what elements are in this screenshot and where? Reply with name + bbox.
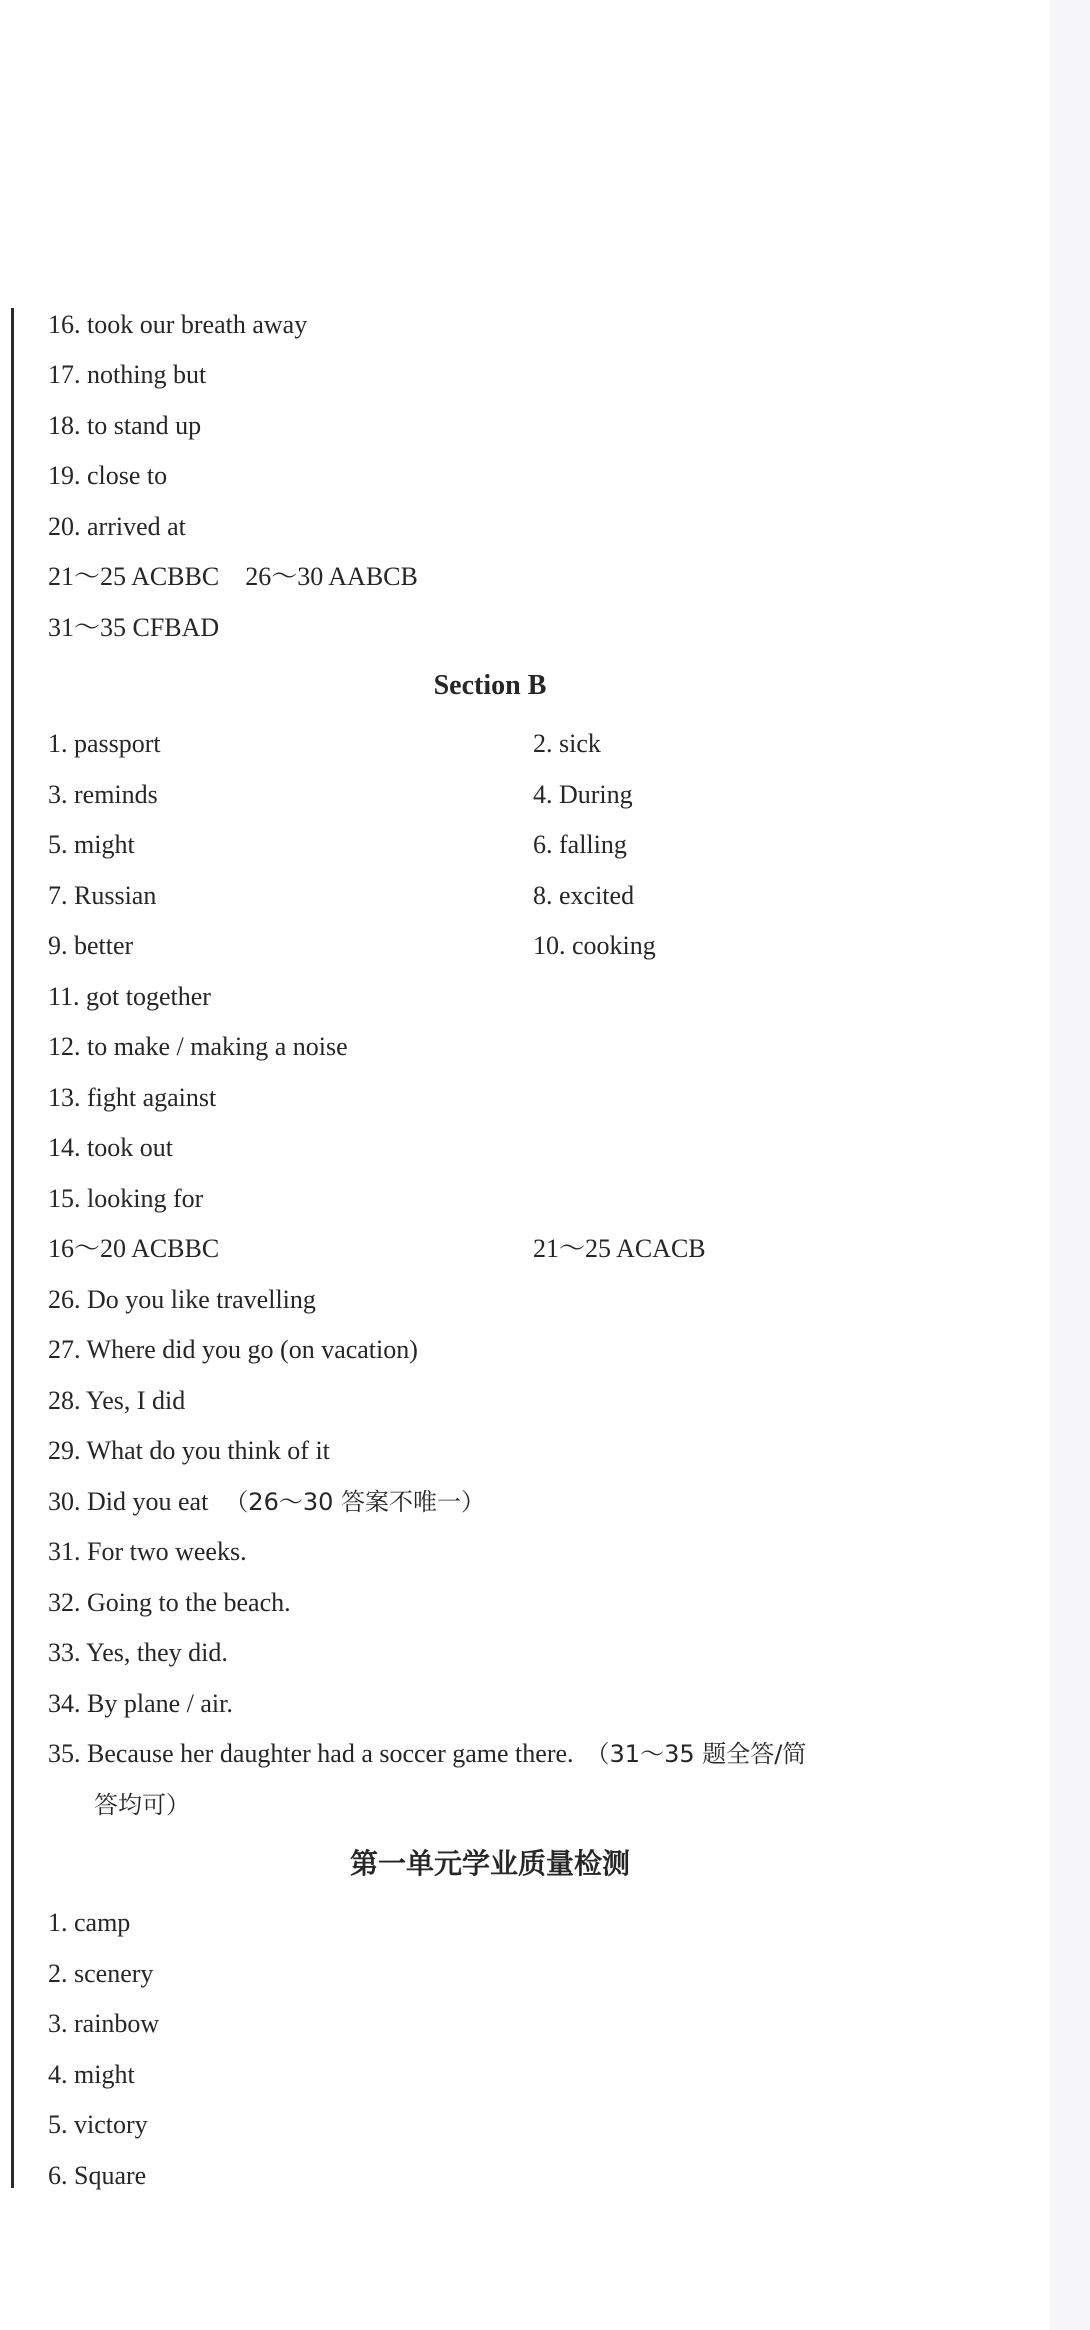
answer-line <box>48 931 656 961</box>
answer-line: 17. nothing but <box>48 360 207 389</box>
answer-line: 32. Going to the beach. <box>48 1588 291 1617</box>
answer-left: 1. passport <box>48 729 161 758</box>
answer-note-continued: 答均可） <box>94 1791 190 1819</box>
answer-right: 4. During <box>533 780 633 809</box>
answer-line: 29. What do you think of it <box>48 1436 330 1465</box>
answer-line: 1. camp <box>48 1908 131 1937</box>
section-heading: Section B <box>433 670 547 701</box>
answer-line: 15. looking for <box>48 1184 204 1213</box>
answer-line: 27. Where did you go (on vacation) <box>48 1335 418 1364</box>
answer-line: 18. to stand up <box>48 411 202 440</box>
answer-line: 31～35 CFBAD <box>48 613 220 642</box>
answer-left: 5. might <box>48 830 135 859</box>
answer-line: 26. Do you like travelling <box>48 1285 316 1314</box>
answer-right: 6. falling <box>533 830 627 859</box>
answer-left: 7. Russian <box>48 881 157 910</box>
answer-right: 8. excited <box>533 881 635 910</box>
answer-line: 34. By plane / air. <box>48 1689 233 1718</box>
answer-line: 31. For two weeks. <box>48 1537 247 1566</box>
answer-line: 14. took out <box>48 1133 173 1162</box>
answer-line: 6. Square <box>48 2161 147 2190</box>
section-heading: 第一单元学业质量检测 <box>349 1847 630 1880</box>
answer-right: 10. cooking <box>533 931 656 960</box>
answer-line: 3. rainbow <box>48 2009 160 2038</box>
answer-line: 20. arrived at <box>48 512 186 541</box>
answer-left: 9. better <box>48 931 134 960</box>
answer-line: 11. got together <box>48 982 211 1011</box>
answer-line <box>48 1739 806 1769</box>
answer-text: 35. Because her daughter had a soccer game there. <box>48 1739 574 1768</box>
answer-line: 16. took our breath away <box>48 310 308 339</box>
answer-right: 21～25 ACACB <box>533 1234 706 1263</box>
answer-line <box>48 780 633 810</box>
answer-line: 33. Yes, they did. <box>48 1638 228 1667</box>
answer-note: （31～35 题全答/简 <box>585 1740 807 1768</box>
answer-line <box>48 830 627 860</box>
answer-line: 2. scenery <box>48 1959 154 1988</box>
answer-line: 28. Yes, I did <box>48 1386 186 1415</box>
answer-line <box>48 1234 706 1264</box>
answer-left: 3. reminds <box>48 780 158 809</box>
answer-line: 19. close to <box>48 461 168 490</box>
answer-right: 2. sick <box>533 729 601 758</box>
answer-line <box>48 881 635 911</box>
answer-line: 13. fight against <box>48 1083 217 1112</box>
answer-line <box>48 1487 485 1517</box>
left-margin-rule <box>11 308 14 2188</box>
answer-line <box>48 729 601 759</box>
answer-line: 21～25 ACBBC 26～30 AABCB <box>48 562 418 591</box>
answer-line: 5. victory <box>48 2110 148 2139</box>
answer-text: 30. Did you eat <box>48 1487 209 1516</box>
answer-note: （26～30 答案不唯一） <box>224 1488 486 1516</box>
answer-left: 16～20 ACBBC <box>48 1234 220 1263</box>
answer-line: 12. to make / making a noise <box>48 1032 348 1061</box>
answer-line: 4. might <box>48 2060 135 2089</box>
